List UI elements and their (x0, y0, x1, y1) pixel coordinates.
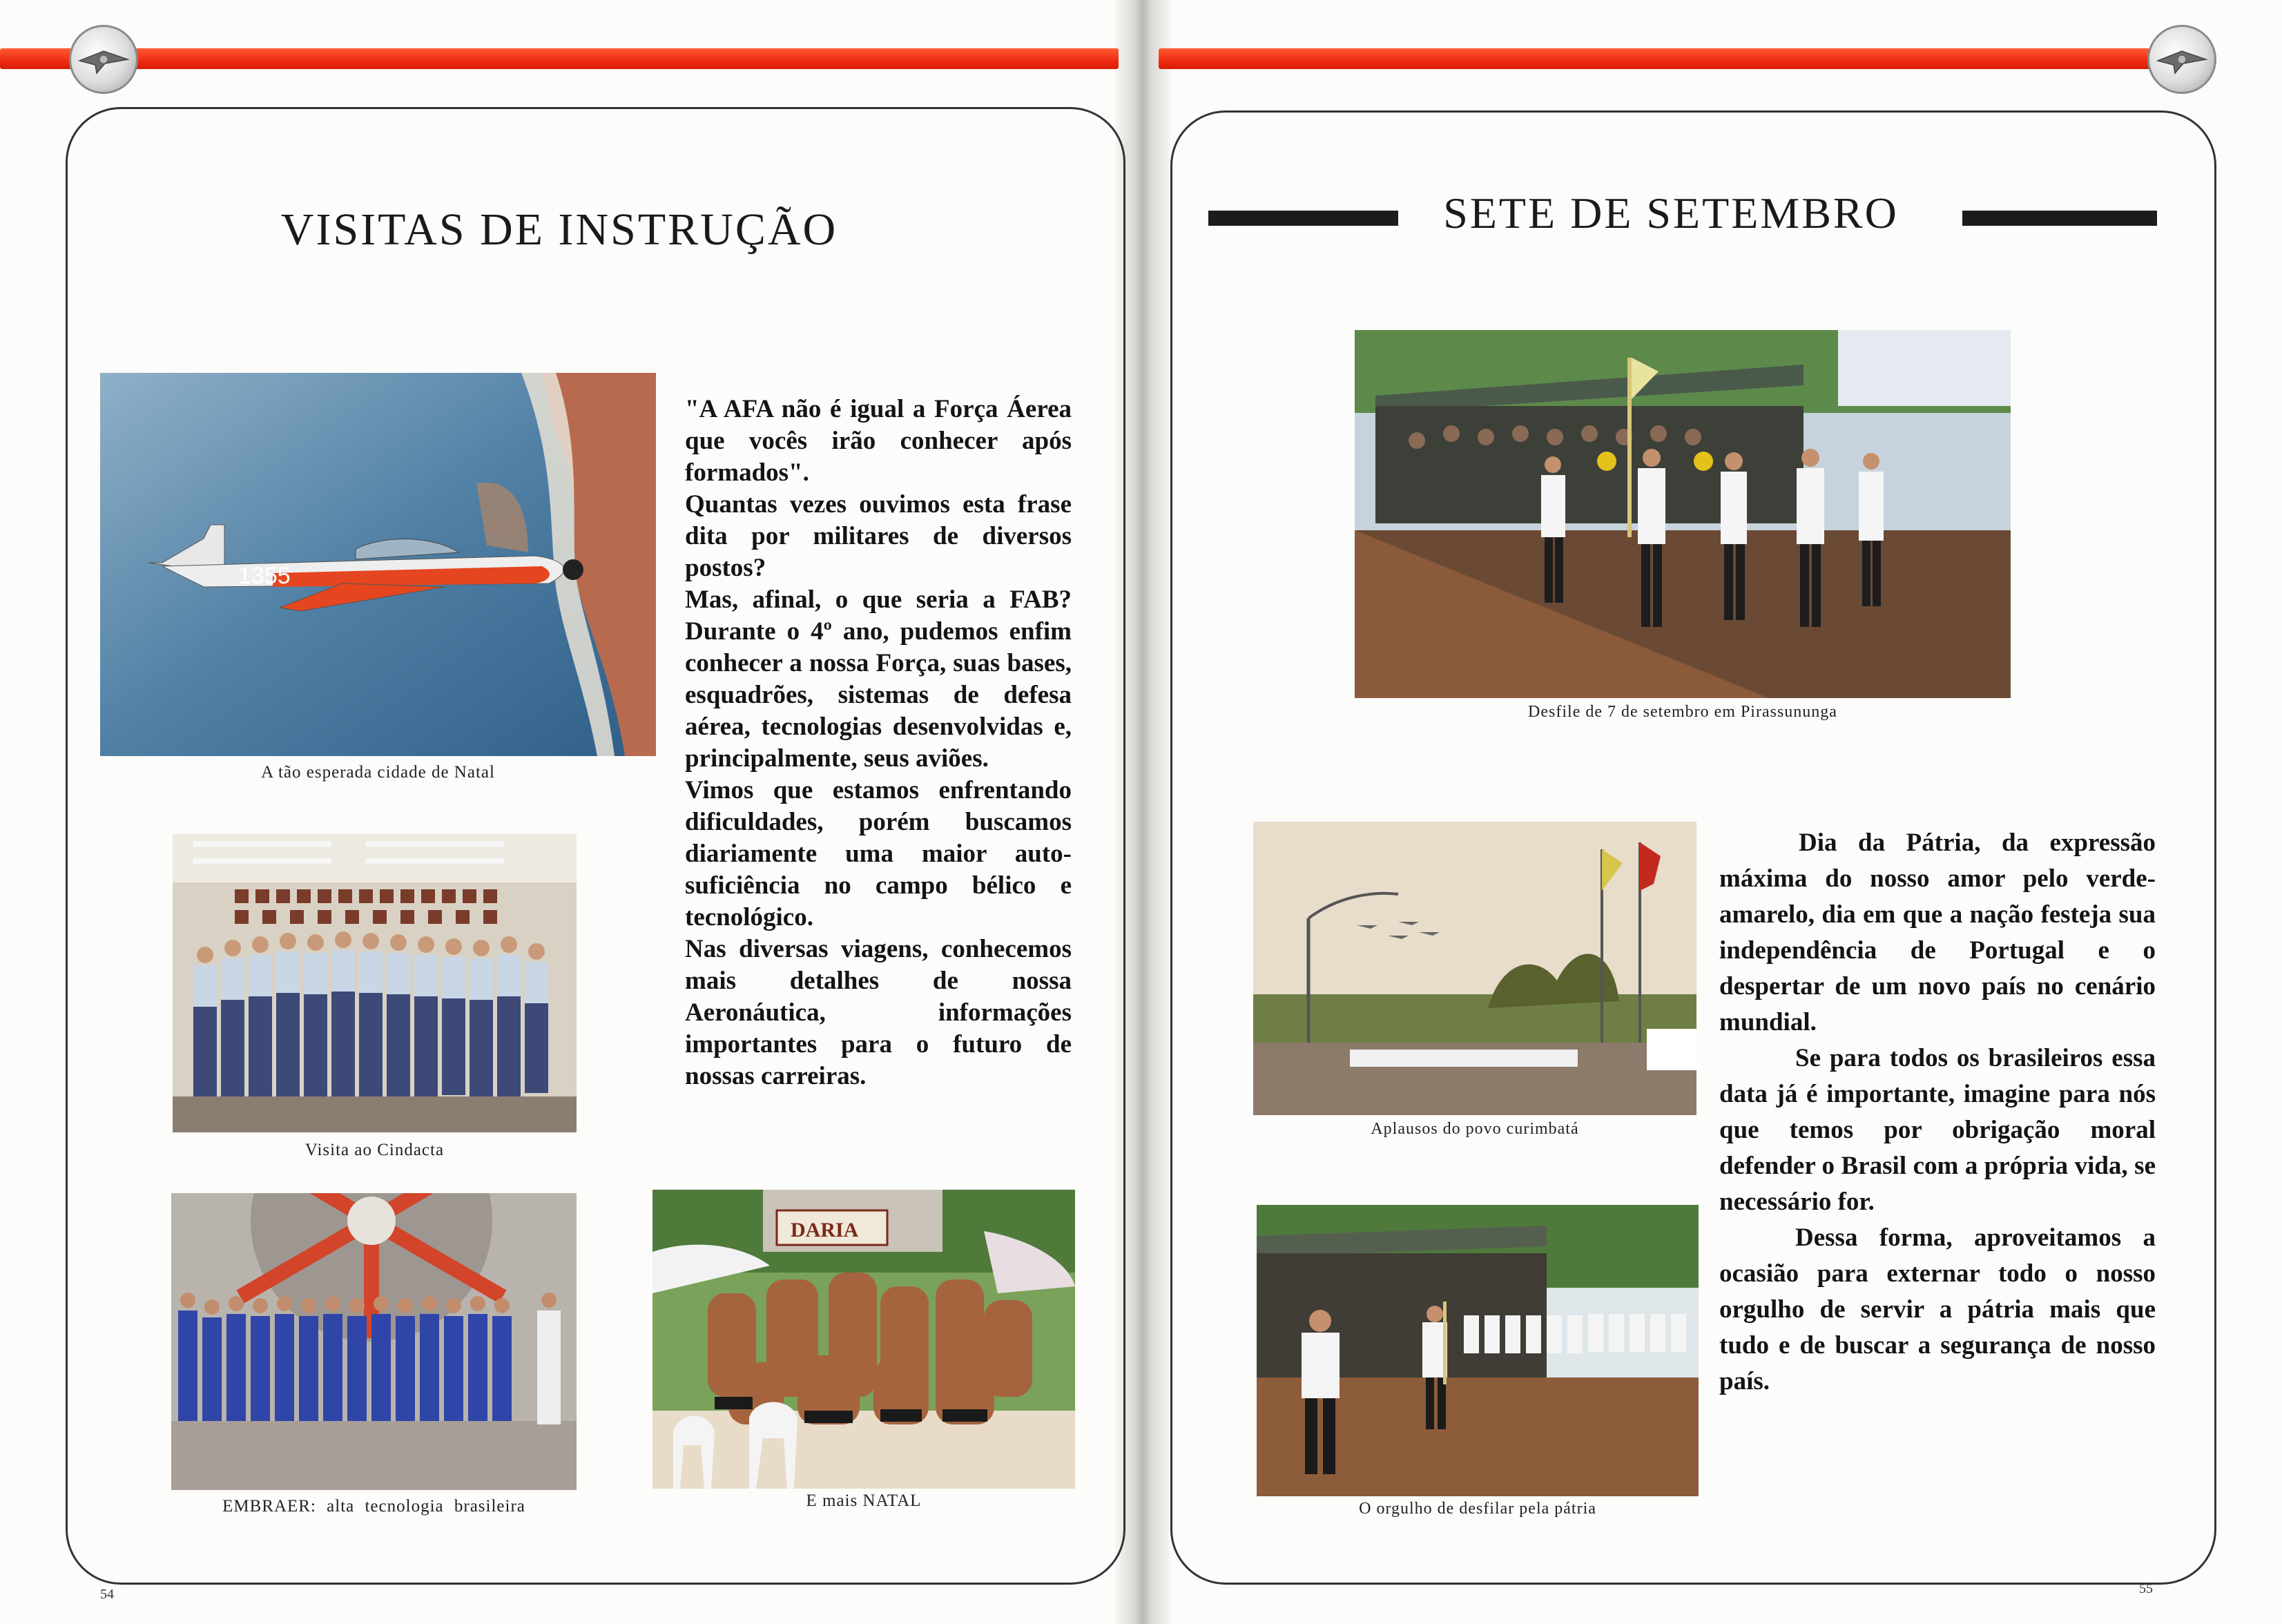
paragraph: Nas diversas viagens, conhecemos mais detalhes de nossa Aeronáutica, informações importantes para o futuro de nossas carreiras. (685, 935, 1072, 1090)
afa-emblem-icon (2147, 25, 2216, 94)
right-body-text (1719, 825, 2156, 1400)
applause-photo (1253, 822, 1696, 1115)
right-header-stripe (1159, 48, 2153, 69)
cindacta-visit-photo (173, 834, 577, 1132)
page-number: 55 (2139, 1581, 2153, 1596)
paragraph: Quantas vezes ouvimos esta frase dita por militares de diversos postos? (685, 490, 1072, 582)
paragraph: Vimos que estamos enfrentando dificuldades, porém buscamos diariamente uma maior auto-suficiência no campo bélico e tecnológico. (685, 776, 1072, 931)
page-title: VISITAS DE INSTRUÇÃO (280, 204, 838, 255)
paragraph: "A AFA não é igual a Força Áerea que vocês irão conhecer após formados". (685, 395, 1072, 487)
title-rule-left (1208, 211, 1398, 226)
afa-emblem-icon (69, 25, 138, 94)
left-header-stripe (0, 48, 1119, 69)
aircraft-marking: 1355 (238, 563, 291, 589)
pride-parade-photo (1257, 1205, 1699, 1496)
page-title: SETE DE SETEMBRO (1443, 188, 1899, 238)
photo-caption: Desfile de 7 de setembro em Pirassununga (1528, 703, 1837, 721)
photo-caption: O orgulho de desfilar pela pátria (1359, 1500, 1596, 1518)
photo-caption: E mais NATAL (806, 1491, 922, 1510)
title-rule-right (1962, 211, 2157, 226)
photo-caption: Visita ao Cindacta (304, 1141, 445, 1159)
parade-photo (1355, 330, 2011, 698)
paragraph: Dia da Pátria, da expressão máxima do nosso amor pelo verde-amarelo, dia em que a nação festeja sua independência de Portugal e o despertar de um novo país no cenário mundial. (1719, 829, 2156, 1036)
page-number: 54 (100, 1587, 114, 1602)
paragraph: Dessa forma, aproveitamos a ocasião para externar todo o nosso orgulho de servir a pátria mais que tudo e de buscar a segurança de nosso país. (1719, 1224, 2156, 1395)
natal-aircraft-photo (100, 373, 656, 756)
photo-caption: Aplausos do povo curimbatá (1371, 1120, 1579, 1138)
beach-bar-sign: DARIA (791, 1219, 859, 1241)
photo-caption: EMBRAER: alta tecnologia brasileira (222, 1497, 525, 1516)
photo-caption: A tão esperada cidade de Natal (261, 763, 495, 782)
natal-beach-photo (652, 1190, 1075, 1489)
left-body-text (685, 394, 1072, 1092)
embraer-visit-photo (171, 1193, 577, 1490)
paragraph: Se para todos os brasileiros essa data já é importante, imagine para nós que temos por obrigação moral defender o Brasil com a própria vida, se necessário for. (1719, 1044, 2156, 1216)
paragraph: Mas, afinal, o que seria a FAB? Durante o 4º ano, pudemos enfim conhecer a nossa Força, suas bases, esquadrões, sistemas de defesa aérea, tecnologias desenvolvidas e, principalmente, seus aviões. (685, 586, 1072, 773)
